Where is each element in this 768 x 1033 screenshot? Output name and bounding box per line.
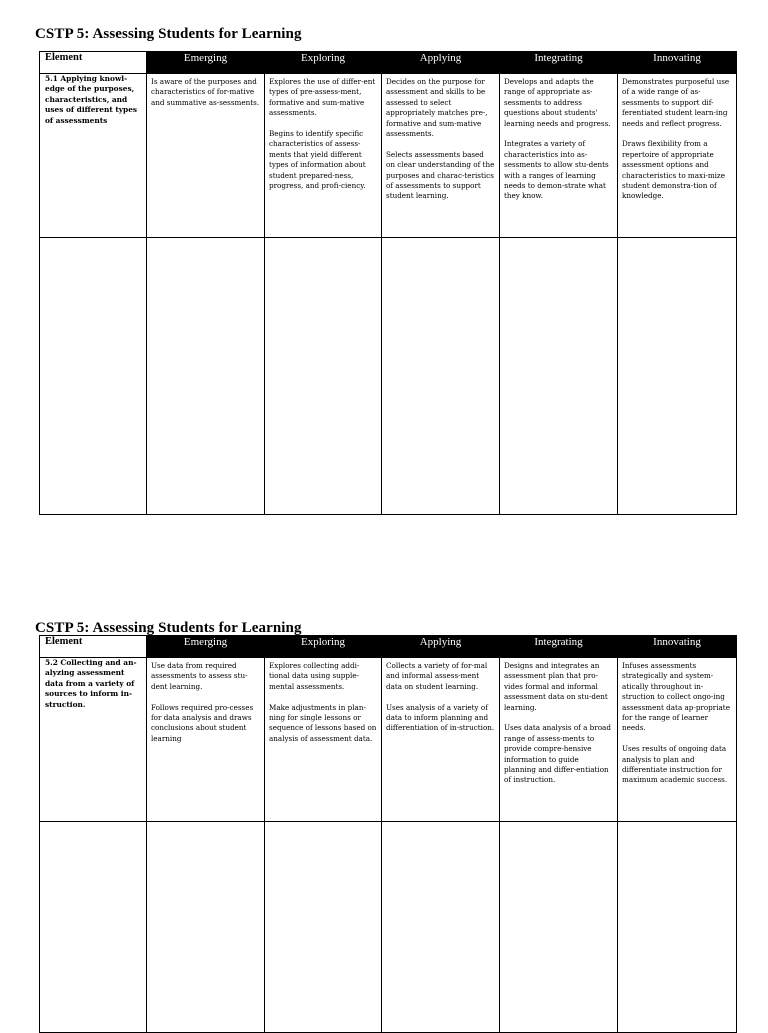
descriptor-text: Begins to identify specific characteristics of assess-ments that yield different types of information about student prepared-ness, progress, and profi-ciency. [269,129,366,191]
exploring-cell [265,658,382,822]
blank-cell [147,238,265,515]
blank-cell [382,822,500,1033]
blank-cell [265,822,382,1033]
element-cell [40,658,147,822]
blank-cell [618,238,737,515]
emerging-cell [147,658,265,822]
header-applying: Applying [382,52,500,74]
descriptor-text: Selects assessments based on clear understanding of the purposes and charac-teristics of assessments to support student learning. [386,149,495,201]
header-element: Element [40,52,147,74]
blank-cell [618,822,737,1033]
rubric-table [39,51,737,515]
header-row [40,52,737,74]
blank-cell [40,238,147,515]
header-emerging: Emerging [147,52,265,74]
element-cell [40,74,147,238]
blank-row [40,238,737,515]
descriptor-text: Collects a variety of for-mal and informal assess-ment data on student learning. [386,661,488,691]
descriptor-text: Use data from required assessments to assess stu-dent learning. [151,661,248,691]
table-row [40,658,737,822]
section-title: CSTP 5: Assessing Students for Learning [35,26,302,42]
innovating-cell [618,658,737,822]
header-innovating: Innovating [618,636,737,658]
header-integrating: Integrating [500,636,618,658]
header-exploring: Exploring [265,52,382,74]
descriptor-text: Designs and integrates an assessment plan that pro-vides formal and informal assessment data on stu-dent learning. [504,661,608,712]
descriptor-text: Uses results of ongoing data analysis to plan and differentiate instruction for maximum academic success. [622,744,728,785]
header-row [40,636,737,658]
blank-cell [382,238,500,515]
descriptor-text: Decides on the purpose for assessment and skills to be assessed to select appropriately matches pre-, formative and sum-mative assessments. [386,77,488,139]
descriptor-text: Uses data analysis of a broad range of assess-ments to provide compre-hensive information to guide planning and differ-entiation of instruction. [504,723,611,785]
element-description: 5.1 Applying knowl-edge of the purposes, characteristics, and uses of different types of assessments [45,74,138,125]
descriptor-text: Make adjustments in plan-ning for single lessons or sequence of lessons based on analysis of assessment data. [269,702,377,743]
integrating-cell [500,658,618,822]
descriptor-text: Follows required pro-cesses for data analysis and draws conclusions about student learning [151,702,254,743]
header-integrating: Integrating [500,52,618,74]
descriptor-text: Is aware of the purposes and characteristics of for-mative and summative as-sessments. [151,77,260,107]
blank-cell [40,822,147,1033]
descriptor-text: Draws flexibility from a repertoire of appropriate assessment options and characteristics to maxi-mize student demonstra-tion of knowledge. [622,139,725,201]
blank-cell [265,238,382,515]
header-element: Element [40,636,147,658]
table-row [40,74,737,238]
section-title: CSTP 5: Assessing Students for Learning [35,620,302,636]
descriptor-text: Explores collecting addi-tional data using supple-mental assessments. [269,661,360,691]
header-applying: Applying [382,636,500,658]
blank-cell [147,822,265,1033]
blank-cell [500,822,618,1033]
applying-cell [382,658,500,822]
applying-cell [382,74,500,238]
descriptor-text: Uses analysis of a variety of data to inform planning and differentiation of in-struction. [386,702,495,733]
descriptor-text: Integrates a variety of characteristics into as-sessments to allow stu-dents with a ranges of learning needs to demon-strate what they know. [504,139,609,201]
element-description: 5.2 Collecting and an-alyzing assessment data from a variety of sources to inform in-struction. [45,658,137,709]
descriptor-text: Develops and adapts the range of appropriate as-sessments to address questions about students' learning needs and progress. [504,77,611,128]
header-emerging: Emerging [147,636,265,658]
header-exploring: Exploring [265,636,382,658]
integrating-cell [500,74,618,238]
blank-row [40,822,737,1033]
emerging-cell [147,74,265,238]
descriptor-text: Demonstrates purposeful use of a wide range of as-sessments to support dif-ferentiated student learn-ing needs and reflect progress. [622,77,730,128]
header-innovating: Innovating [618,52,737,74]
rubric-table [39,635,737,1033]
descriptor-text: Infuses assessments strategically and system-atically throughout in-struction to collect ongo-ing assessment data ap-propriate for the range of learner needs. [622,661,730,733]
exploring-cell [265,74,382,238]
innovating-cell [618,74,737,238]
blank-cell [500,238,618,515]
descriptor-text: Explores the use of differ-ent types of pre-assess-ment, formative and sum-mative assessments. [269,77,376,118]
